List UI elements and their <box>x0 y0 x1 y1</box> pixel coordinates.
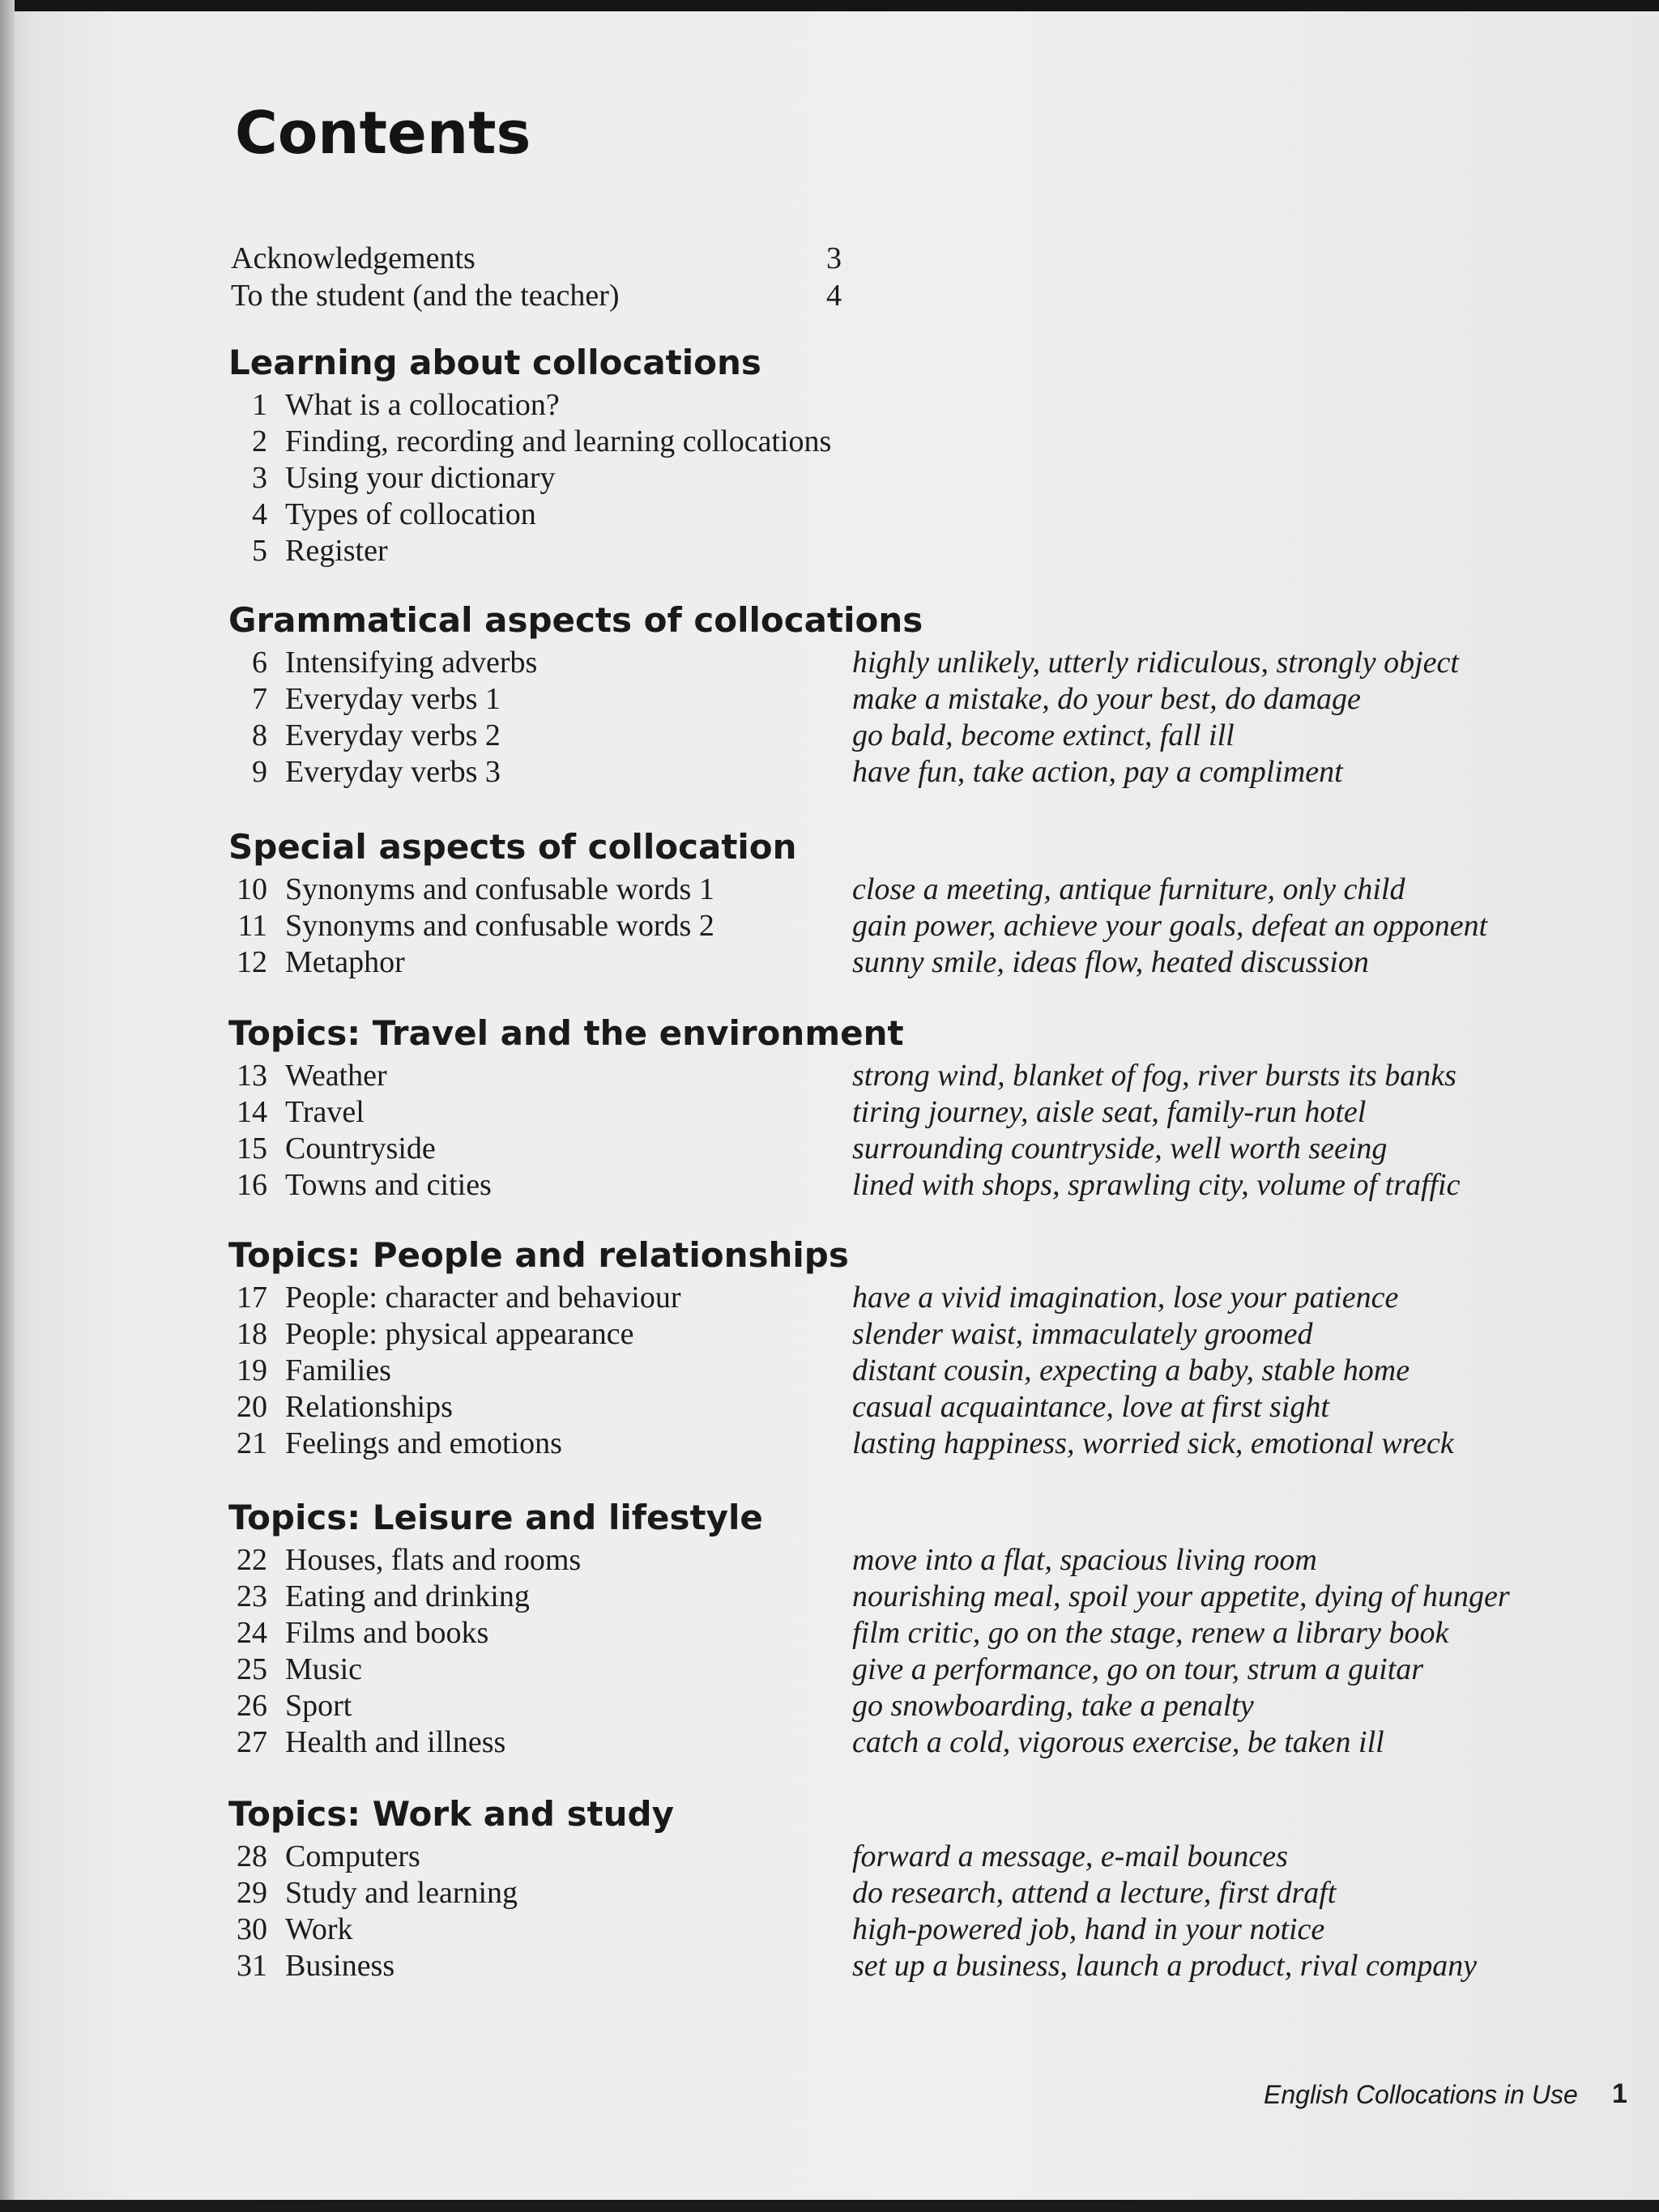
section-heading: Learning about collocations <box>228 343 761 382</box>
unit-examples: go snowboarding, take a penalty <box>852 1689 1254 1723</box>
section-heading: Special aspects of collocation <box>228 827 797 867</box>
page-number: 1 <box>1612 2078 1627 2109</box>
unit-title: People: physical appearance <box>285 1317 634 1351</box>
unit-title: Intensifying adverbs <box>285 646 538 680</box>
unit-number: 30 <box>237 1912 267 1946</box>
unit-number: 23 <box>237 1579 267 1613</box>
unit-number: 31 <box>237 1949 267 1983</box>
unit-number: 5 <box>252 534 267 568</box>
section-travel-environment <box>228 1009 1461 1204</box>
unit-examples: give a performance, go on tour, strum a guitar <box>852 1652 1424 1686</box>
unit-title: Using your dictionary <box>285 461 556 495</box>
unit-number: 21 <box>237 1426 267 1460</box>
unit-row[interactable] <box>228 1688 1254 1724</box>
unit-row[interactable] <box>228 1839 1288 1875</box>
unit-title: Study and learning <box>285 1876 518 1910</box>
running-footer-title: English Collocations in Use <box>1264 2080 1578 2109</box>
section-heading: Topics: Work and study <box>228 1794 674 1834</box>
unit-title: What is a collocation? <box>285 388 560 422</box>
unit-row[interactable] <box>228 872 1405 908</box>
unit-examples: strong wind, blanket of fog, river bursts its banks <box>852 1059 1456 1093</box>
unit-title: Travel <box>285 1095 365 1129</box>
unit-examples: slender waist, immaculately groomed <box>852 1317 1313 1351</box>
unit-examples: surrounding countryside, well worth seeing <box>852 1132 1388 1166</box>
unit-title: Towns and cities <box>285 1168 492 1202</box>
section-heading: Topics: Leisure and lifestyle <box>228 1498 763 1537</box>
unit-row[interactable] <box>228 1426 1454 1462</box>
unit-examples: lined with shops, sprawling city, volume of traffic <box>852 1168 1461 1202</box>
unit-number: 6 <box>252 646 267 680</box>
unit-number: 14 <box>237 1095 267 1129</box>
unit-title: Countryside <box>285 1132 436 1166</box>
unit-row[interactable] <box>228 1912 1325 1948</box>
unit-number: 20 <box>237 1390 267 1424</box>
front-matter-page: 4 <box>826 279 842 313</box>
unit-number: 18 <box>237 1317 267 1351</box>
unit-row[interactable] <box>228 387 761 424</box>
unit-title: Health and illness <box>285 1725 506 1759</box>
section-special-aspects <box>228 823 1488 981</box>
unit-examples: casual acquaintance, love at first sight <box>852 1390 1329 1424</box>
unit-title: Business <box>285 1949 395 1983</box>
unit-title: Everyday verbs 3 <box>285 755 501 789</box>
section-heading: Topics: Travel and the environment <box>228 1013 904 1053</box>
unit-examples: lasting happiness, worried sick, emotional wreck <box>852 1426 1454 1460</box>
front-matter-label: Acknowledgements <box>231 241 476 275</box>
unit-row[interactable] <box>228 908 1488 944</box>
section-heading: Topics: People and relationships <box>228 1235 849 1275</box>
section-grammatical-aspects <box>228 596 1459 791</box>
unit-row[interactable] <box>228 1652 1424 1688</box>
unit-number: 11 <box>237 909 267 943</box>
unit-row[interactable] <box>228 1167 1461 1204</box>
section-work-study <box>228 1790 1478 1984</box>
unit-row[interactable] <box>228 1058 1456 1094</box>
unit-examples: have a vivid imagination, lose your patience <box>852 1281 1399 1315</box>
unit-row[interactable] <box>228 460 761 497</box>
unit-title: Finding, recording and learning collocations <box>285 424 832 458</box>
unit-title: Films and books <box>285 1616 489 1650</box>
unit-number: 27 <box>237 1725 267 1759</box>
unit-number: 22 <box>237 1543 267 1577</box>
unit-number: 25 <box>237 1652 267 1686</box>
front-matter-item[interactable] <box>231 277 842 314</box>
unit-examples: gain power, achieve your goals, defeat an opponent <box>852 909 1488 943</box>
unit-number: 17 <box>237 1281 267 1315</box>
unit-row[interactable] <box>228 681 1361 718</box>
unit-title: Feelings and emotions <box>285 1426 562 1460</box>
unit-examples: go bald, become extinct, fall ill <box>852 718 1235 752</box>
unit-examples: forward a message, e-mail bounces <box>852 1839 1288 1873</box>
unit-row[interactable] <box>228 645 1459 681</box>
unit-number: 9 <box>252 755 267 789</box>
unit-examples: highly unlikely, utterly ridiculous, strongly object <box>852 646 1459 680</box>
unit-title: Types of collocation <box>285 497 536 531</box>
unit-row[interactable] <box>228 1389 1329 1426</box>
unit-title: Computers <box>285 1839 420 1873</box>
unit-row[interactable] <box>228 1579 1510 1615</box>
front-matter-item[interactable] <box>231 240 842 277</box>
unit-number: 3 <box>252 461 267 495</box>
unit-row[interactable] <box>228 754 1343 791</box>
unit-row[interactable] <box>228 1542 1317 1579</box>
unit-row[interactable] <box>228 533 761 569</box>
unit-examples: set up a business, launch a product, rival company <box>852 1949 1478 1983</box>
unit-number: 13 <box>237 1059 267 1093</box>
unit-examples: distant cousin, expecting a baby, stable home <box>852 1353 1410 1387</box>
unit-row[interactable] <box>228 1875 1337 1912</box>
unit-examples: sunny smile, ideas flow, heated discussion <box>852 945 1369 979</box>
unit-row[interactable] <box>228 424 832 460</box>
unit-title: Music <box>285 1652 362 1686</box>
unit-title: Weather <box>285 1059 387 1093</box>
unit-number: 10 <box>237 872 267 906</box>
section-leisure-lifestyle <box>228 1494 1510 1761</box>
unit-examples: move into a flat, spacious living room <box>852 1543 1317 1577</box>
unit-title: Relationships <box>285 1390 453 1424</box>
scan-top-edge <box>0 0 1659 11</box>
section-learning-about-collocations <box>228 339 832 569</box>
unit-number: 26 <box>237 1689 267 1723</box>
unit-row[interactable] <box>228 1353 1410 1389</box>
unit-number: 2 <box>252 424 267 458</box>
unit-number: 28 <box>237 1839 267 1873</box>
front-matter <box>231 240 842 314</box>
unit-number: 15 <box>237 1132 267 1166</box>
unit-row[interactable] <box>228 1724 1384 1761</box>
unit-number: 24 <box>237 1616 267 1650</box>
unit-row[interactable] <box>228 944 1369 981</box>
unit-examples: catch a cold, vigorous exercise, be taken ill <box>852 1725 1384 1759</box>
unit-number: 4 <box>252 497 267 531</box>
unit-row[interactable] <box>228 1131 1388 1167</box>
unit-examples: close a meeting, antique furniture, only child <box>852 872 1405 906</box>
unit-title: Work <box>285 1912 353 1946</box>
unit-row[interactable] <box>228 1280 1399 1316</box>
unit-row[interactable] <box>228 1094 1367 1131</box>
unit-examples: make a mistake, do your best, do damage <box>852 682 1361 716</box>
front-matter-label: To the student (and the teacher) <box>231 279 620 313</box>
unit-title: Families <box>285 1353 391 1387</box>
unit-row[interactable] <box>228 497 761 533</box>
scan-bottom-edge <box>0 2200 1659 2212</box>
unit-row[interactable] <box>228 1948 1478 1984</box>
unit-title: Register <box>285 534 388 568</box>
unit-title: Eating and drinking <box>285 1579 530 1613</box>
unit-number: 12 <box>237 945 267 979</box>
unit-number: 29 <box>237 1876 267 1910</box>
unit-examples: nourishing meal, spoil your appetite, dying of hunger <box>852 1579 1510 1613</box>
section-people-relationships <box>228 1231 1454 1462</box>
unit-row[interactable] <box>228 1615 1449 1652</box>
unit-number: 1 <box>252 388 267 422</box>
unit-row[interactable] <box>228 718 1235 754</box>
unit-title: Metaphor <box>285 945 405 979</box>
unit-examples: have fun, take action, pay a compliment <box>852 755 1343 789</box>
unit-title: Sport <box>285 1689 352 1723</box>
unit-number: 7 <box>252 682 267 716</box>
unit-title: Everyday verbs 2 <box>285 718 501 752</box>
unit-row[interactable] <box>228 1316 1313 1353</box>
section-heading: Grammatical aspects of collocations <box>228 600 923 640</box>
unit-examples: high-powered job, hand in your notice <box>852 1912 1325 1946</box>
page-title: Contents <box>235 99 531 167</box>
unit-examples: tiring journey, aisle seat, family-run hotel <box>852 1095 1367 1129</box>
unit-number: 19 <box>237 1353 267 1387</box>
unit-title: Synonyms and confusable words 1 <box>285 872 714 906</box>
unit-title: Houses, flats and rooms <box>285 1543 582 1577</box>
unit-examples: film critic, go on the stage, renew a library book <box>852 1616 1449 1650</box>
unit-examples: do research, attend a lecture, first draft <box>852 1876 1337 1910</box>
front-matter-page: 3 <box>826 241 842 275</box>
unit-title: Synonyms and confusable words 2 <box>285 909 714 943</box>
unit-title: People: character and behaviour <box>285 1281 681 1315</box>
unit-number: 16 <box>237 1168 267 1202</box>
unit-title: Everyday verbs 1 <box>285 682 501 716</box>
scan-gutter-shadow <box>0 0 15 2212</box>
unit-number: 8 <box>252 718 267 752</box>
